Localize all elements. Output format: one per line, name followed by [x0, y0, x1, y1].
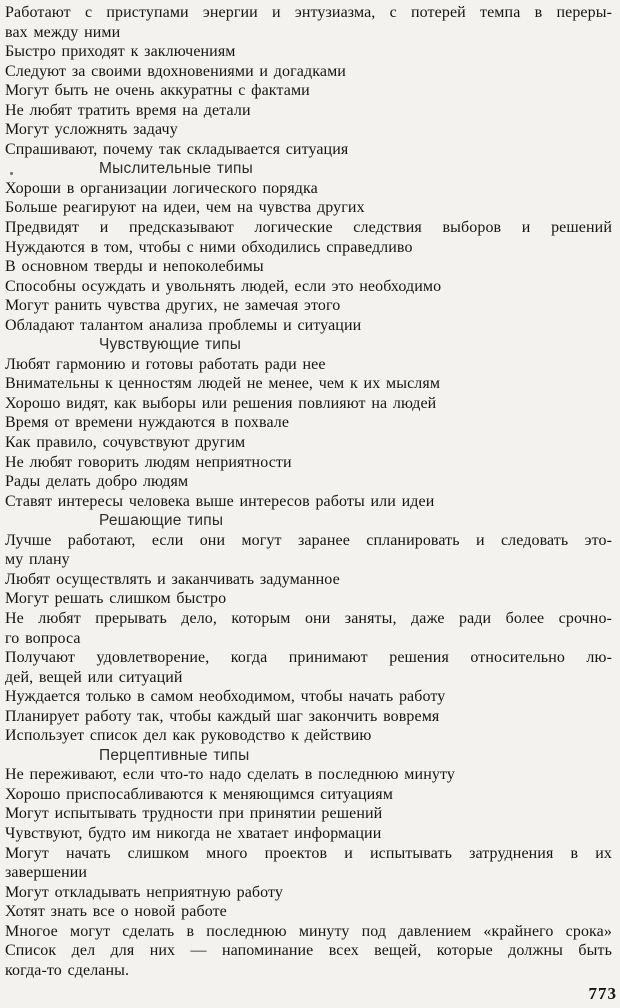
- text-line: Хотят знать все о новой работе: [5, 903, 227, 921]
- text-line: Могут быть не очень аккуратны с фактами: [5, 82, 310, 100]
- text-line: Не переживают, если что-то надо сделать в последнюю минуту: [5, 766, 455, 784]
- text-line: Использует список дел как руководство к действию: [5, 727, 372, 745]
- page-number: 773: [588, 984, 617, 1003]
- text-line: Могут решать слишком быстро: [5, 590, 227, 608]
- text-line: Могут начать слишком много проектов и испытывать затруднения в их: [5, 844, 612, 862]
- text-line: Предвидят и предсказывают логические следствия выборов и решений: [5, 219, 612, 237]
- text-line: Могут ранить чувства других, не замечая этого: [5, 297, 341, 315]
- text-line: Работают с приступами энергии и энтузиазма, с потерей темпа в переры-: [5, 4, 612, 21]
- text-line: Получают удовлетворение, когда принимают решения относительно лю-: [5, 649, 612, 667]
- text-line: Нуждается только в самом необходимом, чтобы начать работу: [5, 688, 446, 706]
- text-line: Хороши в организации логического порядка: [5, 179, 318, 197]
- text-line: завершении: [5, 864, 88, 882]
- text-line: Способны осуждать и увольнять людей, если это необходимо: [5, 277, 442, 295]
- section-heading: Перцептивные типы: [99, 746, 250, 764]
- section-heading: Мыслительные типы: [99, 160, 253, 178]
- text-line: вах между ними: [5, 23, 121, 41]
- text-line: Хорошо видят, как выборы или решения повлияют на людей: [5, 394, 437, 412]
- text-line: Могут откладывать неприятную работу: [5, 883, 284, 901]
- text-line: Могут усложнять задачу: [5, 121, 178, 139]
- text-line: Многое могут сделать в последнюю минуту под давлением «крайнего срока»: [5, 922, 612, 940]
- text-line: Не любят говорить людям неприятности: [5, 453, 292, 471]
- text-line: Нуждаются в том, чтобы с ними обходились справедливо: [5, 238, 413, 256]
- text-line: Любят гармонию и готовы работать ради нее: [5, 355, 326, 373]
- text-line: Как правило, сочувствуют другим: [5, 434, 246, 452]
- section-heading: Чувствующие типы: [99, 336, 242, 354]
- text-line: Внимательны к ценностям людей не менее, чем к их мыслям: [5, 375, 441, 393]
- text-line: Не любят прерывать дело, которым они заняты, даже ради более срочно-: [5, 609, 612, 627]
- page-text: [5, 3, 612, 980]
- text-line: Любят осуществлять и заканчивать задуманное: [5, 570, 340, 588]
- scan-speckle-artifact: [10, 172, 13, 175]
- text-line: Следуют за своими вдохновениями и догадками: [5, 62, 346, 80]
- text-line: Планирует работу так, чтобы каждый шаг закончить вовремя: [5, 707, 440, 725]
- text-line: Не любят тратить время на детали: [5, 101, 251, 119]
- text-line: Больше реагируют на идеи, чем на чувства других: [5, 199, 365, 217]
- text-line: Спрашивают, почему так складывается ситуация: [5, 140, 349, 158]
- text-line: го вопроса: [5, 629, 81, 647]
- text-line: когда-то сделаны.: [5, 961, 130, 979]
- text-line: Чувствуют, будто им никогда не хватает информации: [5, 824, 382, 842]
- text-line: Могут испытывать трудности при принятии решений: [5, 805, 383, 823]
- text-line: Время от времени нуждаются в похвале: [5, 414, 290, 432]
- text-line: дей, вещей или ситуаций: [5, 668, 183, 686]
- text-line: му плану: [5, 551, 70, 569]
- text-line: В основном тверды и непоколебимы: [5, 258, 264, 276]
- text-line: Список дел для них — напоминание всех вещей, которые должны быть: [5, 942, 612, 960]
- section-heading: Решающие типы: [99, 512, 224, 530]
- text-line: Лучше работают, если они могут заранее спланировать и следовать это-: [5, 531, 612, 549]
- text-line: Ставят интересы человека выше интересов работы или идеи: [5, 492, 435, 510]
- text-line: Рады делать добро людям: [5, 473, 189, 491]
- text-line: Быстро приходят к заключениям: [5, 43, 236, 61]
- text-line: Хорошо приспосабливаются к меняющимся ситуациям: [5, 785, 393, 803]
- text-line: Обладают талантом анализа проблемы и ситуации: [5, 316, 362, 334]
